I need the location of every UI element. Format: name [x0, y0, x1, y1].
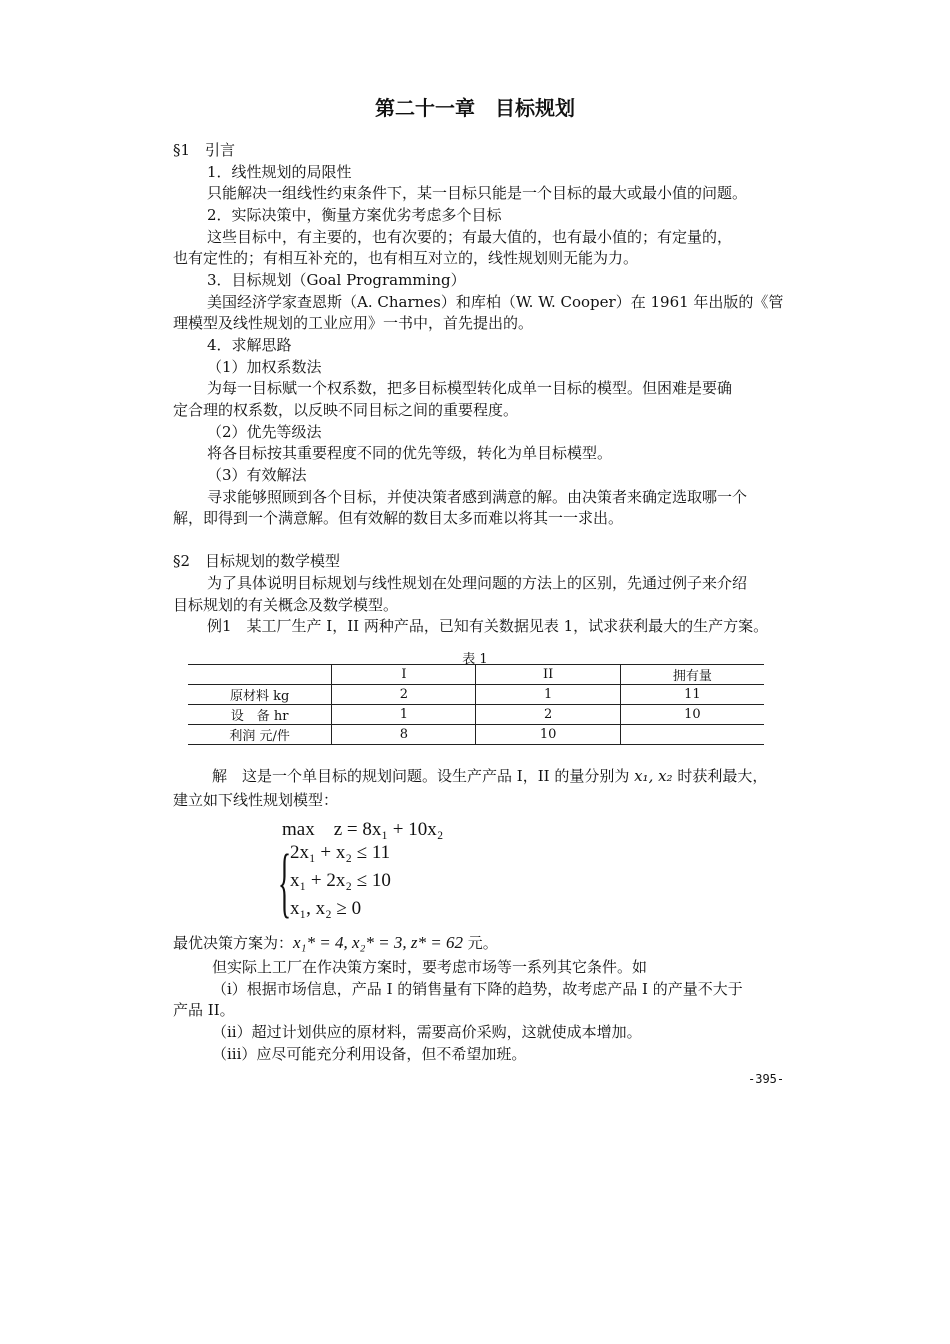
solution-line1 — [212, 766, 842, 788]
table-cell: 利润 元/件 — [188, 725, 332, 745]
solution-line1-pre: 解 这是一个单目标的规划问题。设生产产品 I，II 的量分别为 — [212, 767, 635, 785]
point-1-heading: 1．线性规划的局限性 — [207, 163, 352, 181]
method-3-text-line2: 解，即得到一个满意解。但有效解的数目太多而难以将其一一求出。 — [173, 509, 624, 527]
method-3-heading: （3）有效解法 — [207, 466, 307, 484]
page-number: -395- — [748, 1072, 785, 1086]
table-row — [188, 725, 764, 745]
condition-i-line1: （i）根据市场信息，产品 I 的销售量有下降的趋势，故考虑产品 I 的产量不大于 — [212, 980, 743, 998]
table-row — [188, 685, 764, 705]
section-2-heading: §2 目标规划的数学模型 — [173, 552, 341, 570]
method-2-text: 将各目标按其重要程度不同的优先等级，转化为单目标模型。 — [207, 444, 613, 462]
constraint-2: x₁ + 2x₂ ≤ 10 — [290, 870, 391, 891]
point-1-text: 只能解决一组线性约束条件下，某一目标只能是一个目标的最大或最小值的问题。 — [207, 184, 748, 202]
point-4-heading: 4．求解思路 — [207, 336, 292, 354]
table-row — [188, 705, 764, 725]
condition-iii: （iii）应尽可能充分利用设备，但不希望加班。 — [212, 1045, 527, 1063]
table-header-row — [188, 665, 764, 685]
point-3-text-line2: 理模型及线性规划的工业应用》一书中，首先提出的。 — [173, 314, 534, 332]
data-table — [188, 664, 764, 745]
table-cell: 1 — [332, 705, 476, 725]
optimal-label: 最优决策方案为： — [173, 934, 294, 952]
table-header-cell: I — [332, 665, 476, 685]
method-1-text-line1: 为每一目标赋一个权系数，把多目标模型转化成单一目标的模型。但困难是要确 — [207, 379, 733, 397]
point-2-heading: 2．实际决策中，衡量方案优劣考虑多个目标 — [207, 206, 502, 224]
optimal-value: x₁* = 4, x₂* = 3, z* = 62 — [293, 933, 463, 952]
section-2-intro-line2: 目标规划的有关概念及数学模型。 — [173, 596, 399, 614]
table-cell: 2 — [476, 705, 620, 725]
table-cell: 2 — [332, 685, 476, 705]
objective-function: max z = 8x₁ + 10x₂ — [282, 819, 444, 840]
constraint-1: 2x₁ + x₂ ≤ 11 — [290, 842, 391, 863]
table-cell: 10 — [620, 705, 764, 725]
solution-line2: 建立如下线性规划模型： — [173, 791, 339, 809]
table-cell: 1 — [476, 685, 620, 705]
chapter-title: 第二十一章 目标规划 — [375, 96, 575, 120]
section-2-intro-line1: 为了具体说明目标规划与线性规划在处理问题的方法上的区别，先通过例子来介绍 — [207, 574, 748, 592]
table-cell: 11 — [620, 685, 764, 705]
solution-variables: x₁, x₂ — [634, 767, 673, 785]
point-2-text-line2: 也有定性的；有相互补充的，也有相互对立的，线性规划则无能为力。 — [173, 249, 639, 267]
method-1-text-line2: 定合理的权系数，以反映不同目标之间的重要程度。 — [173, 401, 519, 419]
method-1-heading: （1）加权系数法 — [207, 358, 322, 376]
method-2-heading: （2）优先等级法 — [207, 423, 322, 441]
method-3-text-line1: 寻求能够照顾到各个目标，并使决策者感到满意的解。由决策者来确定选取哪一个 — [207, 488, 748, 506]
table-cell: 原材料 kg — [188, 685, 332, 705]
solution-line1-post: 时获利最大， — [672, 767, 768, 785]
reality-text: 但实际上工厂在作决策方案时，要考虑市场等一系列其它条件。如 — [212, 958, 648, 976]
point-3-heading: 3．目标规划（Goal Programming） — [207, 271, 466, 289]
condition-i-line2: 产品 II。 — [173, 1001, 235, 1019]
constraint-3: x₁, x₂ ≥ 0 — [290, 898, 362, 919]
example-1: 例1 某工厂生产 I，II 两种产品，已知有关数据见表 1，试求获利最大的生产方案。 — [207, 617, 769, 635]
point-2-text-line1: 这些目标中，有主要的，也有次要的；有最大值的，也有最小值的；有定量的， — [207, 228, 733, 246]
table-header-cell: II — [476, 665, 620, 685]
condition-ii: （ii）超过计划供应的原材料，需要高价采购，这就使成本增加。 — [212, 1023, 642, 1041]
table-cell: 设 备 hr — [188, 705, 332, 725]
table-header-cell — [188, 665, 332, 685]
table-caption: 表 1 — [462, 652, 488, 667]
table-header-cell: 拥有量 — [620, 665, 764, 685]
table-cell: 8 — [332, 725, 476, 745]
section-1-heading: §1 引言 — [173, 141, 236, 159]
table-cell: 10 — [476, 725, 620, 745]
point-3-text-line1: 美国经济学家查恩斯（A. Charnes）和库柏（W. W. Cooper）在 1961 年出版的《管 — [207, 293, 784, 311]
constraint-brace: { — [278, 838, 292, 925]
optimal-unit: 元。 — [462, 934, 498, 952]
table-cell — [620, 725, 764, 745]
optimal-solution — [173, 932, 803, 955]
